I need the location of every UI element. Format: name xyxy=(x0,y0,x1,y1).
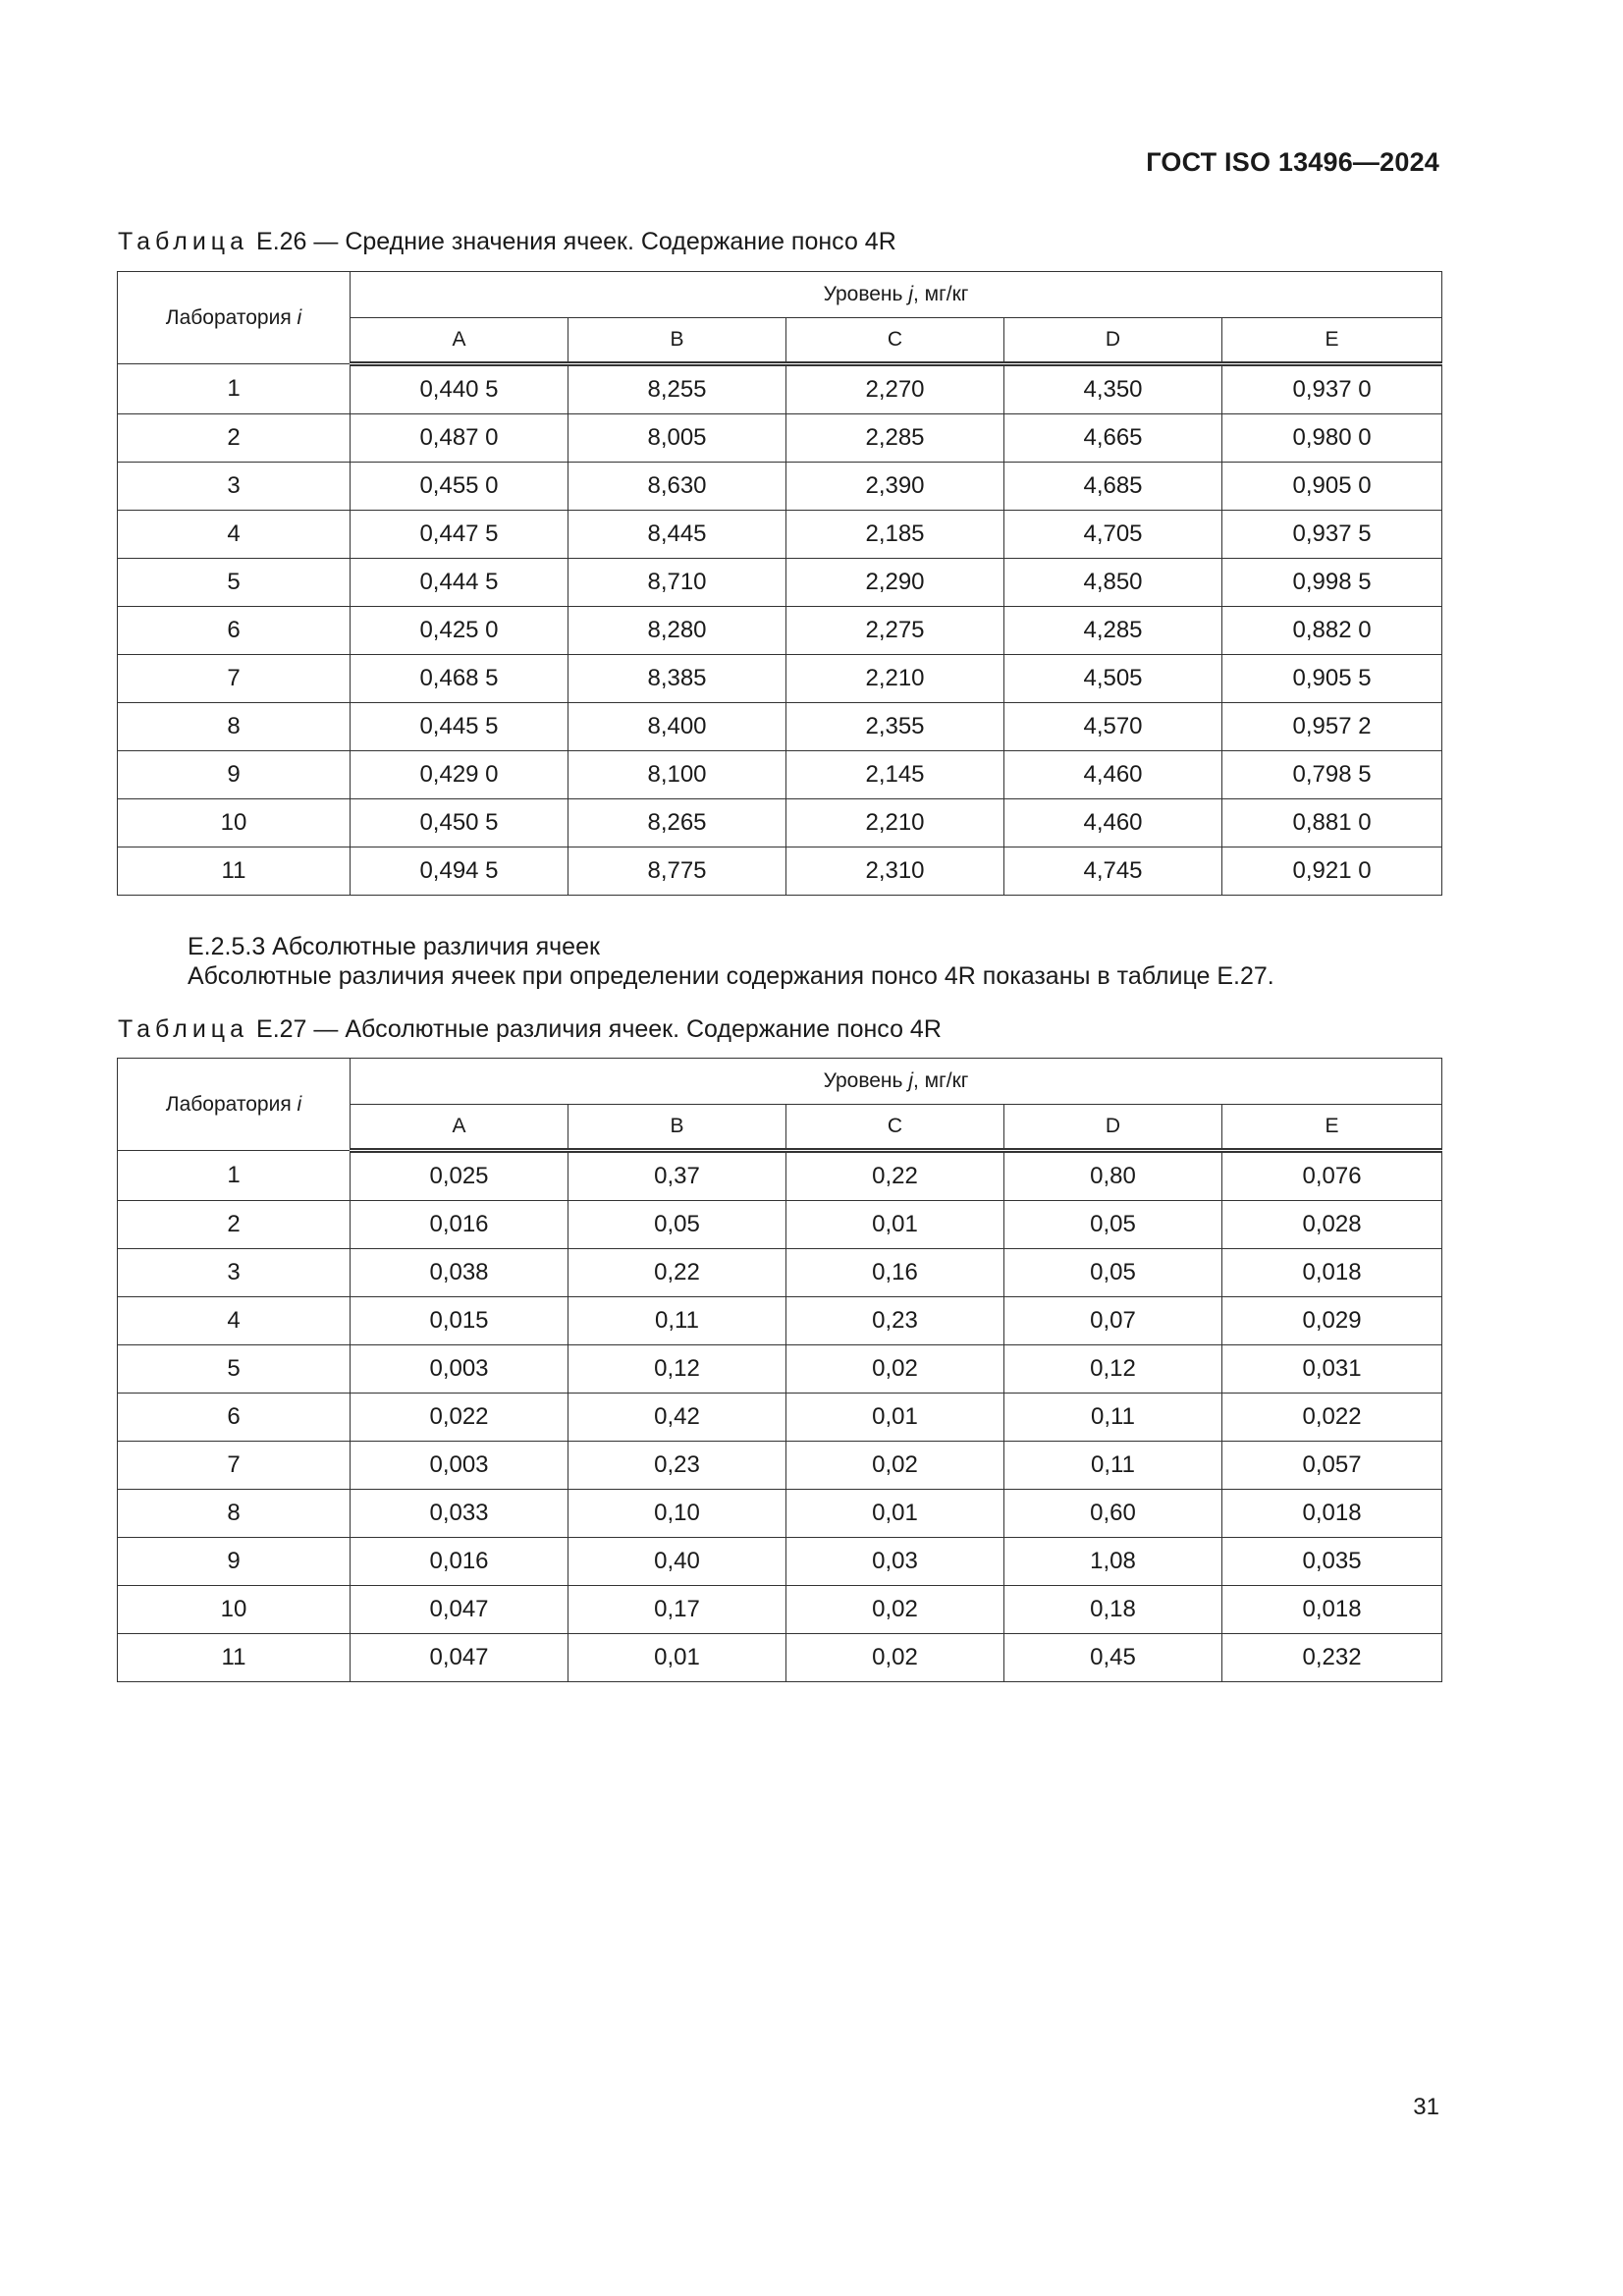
column-header: A xyxy=(351,318,568,364)
value-cell: 0,425 0 xyxy=(351,607,568,655)
lab-number-cell: 3 xyxy=(118,1249,351,1297)
lab-header: Лаборатория i xyxy=(118,1059,351,1151)
value-cell: 0,018 xyxy=(1222,1249,1442,1297)
value-cell: 0,025 xyxy=(351,1151,568,1201)
value-cell: 8,630 xyxy=(568,463,786,511)
value-cell: 8,255 xyxy=(568,364,786,414)
value-cell: 0,038 xyxy=(351,1249,568,1297)
value-cell: 0,035 xyxy=(1222,1538,1442,1586)
level-header: Уровень j, мг/кг xyxy=(351,272,1442,318)
value-cell: 0,02 xyxy=(786,1586,1004,1634)
value-cell: 4,850 xyxy=(1004,559,1222,607)
lab-number-cell: 10 xyxy=(118,1586,351,1634)
value-cell: 0,047 xyxy=(351,1634,568,1682)
lab-number-cell: 9 xyxy=(118,1538,351,1586)
value-cell: 4,505 xyxy=(1004,655,1222,703)
value-cell: 2,390 xyxy=(786,463,1004,511)
page-number: 31 xyxy=(1413,2094,1439,2120)
value-cell: 0,17 xyxy=(568,1586,786,1634)
value-cell: 0,447 5 xyxy=(351,511,568,559)
value-cell: 0,22 xyxy=(568,1249,786,1297)
value-cell: 0,047 xyxy=(351,1586,568,1634)
value-cell: 0,937 5 xyxy=(1222,511,1442,559)
value-cell: 0,057 xyxy=(1222,1442,1442,1490)
value-cell: 0,45 xyxy=(1004,1634,1222,1682)
value-cell: 0,937 0 xyxy=(1222,364,1442,414)
value-cell: 0,440 5 xyxy=(351,364,568,414)
lab-number-cell: 4 xyxy=(118,1297,351,1345)
table-row xyxy=(118,703,1442,751)
value-cell: 1,08 xyxy=(1004,1538,1222,1586)
value-cell: 2,145 xyxy=(786,751,1004,799)
value-cell: 0,11 xyxy=(1004,1394,1222,1442)
value-cell: 0,232 xyxy=(1222,1634,1442,1682)
table-row xyxy=(118,1586,1442,1634)
value-cell: 0,921 0 xyxy=(1222,847,1442,896)
lab-header: Лаборатория i xyxy=(118,272,351,364)
value-cell: 0,905 0 xyxy=(1222,463,1442,511)
value-cell: 0,03 xyxy=(786,1538,1004,1586)
column-header: E xyxy=(1222,318,1442,364)
value-cell: 0,882 0 xyxy=(1222,607,1442,655)
value-cell: 0,016 xyxy=(351,1538,568,1586)
table-row xyxy=(118,1634,1442,1682)
table-row xyxy=(118,1201,1442,1249)
value-cell: 0,028 xyxy=(1222,1201,1442,1249)
value-cell: 0,018 xyxy=(1222,1586,1442,1634)
value-cell: 4,460 xyxy=(1004,751,1222,799)
section-text: Абсолютные различия ячеек при определении содержания понсо 4R показаны в таблице Е.27. xyxy=(188,962,1274,990)
value-cell: 0,444 5 xyxy=(351,559,568,607)
value-cell: 0,10 xyxy=(568,1490,786,1538)
lab-number-cell: 3 xyxy=(118,463,351,511)
value-cell: 8,100 xyxy=(568,751,786,799)
column-header: D xyxy=(1004,318,1222,364)
value-cell: 4,745 xyxy=(1004,847,1222,896)
value-cell: 0,957 2 xyxy=(1222,703,1442,751)
value-cell: 0,40 xyxy=(568,1538,786,1586)
value-cell: 8,710 xyxy=(568,559,786,607)
value-cell: 2,310 xyxy=(786,847,1004,896)
lab-number-cell: 1 xyxy=(118,1151,351,1201)
value-cell: 8,265 xyxy=(568,799,786,847)
value-cell: 0,02 xyxy=(786,1442,1004,1490)
table-e27-caption xyxy=(118,1015,942,1044)
table-row xyxy=(118,511,1442,559)
lab-number-cell: 7 xyxy=(118,1442,351,1490)
value-cell: 0,468 5 xyxy=(351,655,568,703)
value-cell: 0,029 xyxy=(1222,1297,1442,1345)
level-header: Уровень j, мг/кг xyxy=(351,1059,1442,1105)
lab-number-cell: 8 xyxy=(118,703,351,751)
value-cell: 0,11 xyxy=(1004,1442,1222,1490)
value-cell: 0,01 xyxy=(786,1201,1004,1249)
value-cell: 0,12 xyxy=(568,1345,786,1394)
value-cell: 0,487 0 xyxy=(351,414,568,463)
column-header: B xyxy=(568,318,786,364)
lab-number-cell: 4 xyxy=(118,511,351,559)
column-header: C xyxy=(786,1105,1004,1151)
table-row xyxy=(118,463,1442,511)
table-row xyxy=(118,1345,1442,1394)
value-cell: 0,980 0 xyxy=(1222,414,1442,463)
value-cell: 0,23 xyxy=(568,1442,786,1490)
table-row xyxy=(118,414,1442,463)
value-cell: 0,022 xyxy=(351,1394,568,1442)
value-cell: 0,23 xyxy=(786,1297,1004,1345)
value-cell: 0,80 xyxy=(1004,1151,1222,1201)
column-header: A xyxy=(351,1105,568,1151)
value-cell: 0,076 xyxy=(1222,1151,1442,1201)
value-cell: 8,385 xyxy=(568,655,786,703)
table-row xyxy=(118,655,1442,703)
value-cell: 2,185 xyxy=(786,511,1004,559)
value-cell: 0,798 5 xyxy=(1222,751,1442,799)
lab-number-cell: 6 xyxy=(118,1394,351,1442)
table-row xyxy=(118,1394,1442,1442)
value-cell: 4,705 xyxy=(1004,511,1222,559)
value-cell: 2,210 xyxy=(786,655,1004,703)
value-cell: 0,015 xyxy=(351,1297,568,1345)
value-cell: 2,290 xyxy=(786,559,1004,607)
value-cell: 0,998 5 xyxy=(1222,559,1442,607)
value-cell: 0,22 xyxy=(786,1151,1004,1201)
lab-number-cell: 10 xyxy=(118,799,351,847)
value-cell: 0,02 xyxy=(786,1345,1004,1394)
value-cell: 0,450 5 xyxy=(351,799,568,847)
lab-number-cell: 11 xyxy=(118,1634,351,1682)
value-cell: 4,665 xyxy=(1004,414,1222,463)
table-row xyxy=(118,1442,1442,1490)
table-row xyxy=(118,751,1442,799)
value-cell: 0,033 xyxy=(351,1490,568,1538)
value-cell: 0,07 xyxy=(1004,1297,1222,1345)
value-cell: 0,018 xyxy=(1222,1490,1442,1538)
value-cell: 0,01 xyxy=(568,1634,786,1682)
value-cell: 0,905 5 xyxy=(1222,655,1442,703)
value-cell: 0,022 xyxy=(1222,1394,1442,1442)
standard-code: ГОСТ ISO 13496—2024 xyxy=(1146,147,1439,177)
value-cell: 0,003 xyxy=(351,1442,568,1490)
caption-text: Е.27 — Абсолютные различия ячеек. Содержание понсо 4R xyxy=(256,1015,942,1043)
value-cell: 0,02 xyxy=(786,1634,1004,1682)
column-header: D xyxy=(1004,1105,1222,1151)
value-cell: 0,016 xyxy=(351,1201,568,1249)
value-cell: 2,270 xyxy=(786,364,1004,414)
value-cell: 0,16 xyxy=(786,1249,1004,1297)
value-cell: 0,60 xyxy=(1004,1490,1222,1538)
lab-number-cell: 11 xyxy=(118,847,351,896)
value-cell: 0,42 xyxy=(568,1394,786,1442)
table-row xyxy=(118,1151,1442,1201)
lab-number-cell: 1 xyxy=(118,364,351,414)
caption-word: Таблица xyxy=(118,228,249,255)
value-cell: 0,429 0 xyxy=(351,751,568,799)
table-e27 xyxy=(117,1058,1442,1682)
value-cell: 8,280 xyxy=(568,607,786,655)
value-cell: 0,12 xyxy=(1004,1345,1222,1394)
lab-number-cell: 8 xyxy=(118,1490,351,1538)
value-cell: 4,460 xyxy=(1004,799,1222,847)
value-cell: 4,685 xyxy=(1004,463,1222,511)
column-header: B xyxy=(568,1105,786,1151)
table-row xyxy=(118,364,1442,414)
table-row xyxy=(118,559,1442,607)
lab-number-cell: 5 xyxy=(118,559,351,607)
value-cell: 0,01 xyxy=(786,1490,1004,1538)
lab-number-cell: 9 xyxy=(118,751,351,799)
lab-number-cell: 5 xyxy=(118,1345,351,1394)
value-cell: 2,210 xyxy=(786,799,1004,847)
value-cell: 0,031 xyxy=(1222,1345,1442,1394)
value-cell: 0,455 0 xyxy=(351,463,568,511)
value-cell: 0,01 xyxy=(786,1394,1004,1442)
column-header: C xyxy=(786,318,1004,364)
value-cell: 0,881 0 xyxy=(1222,799,1442,847)
value-cell: 4,285 xyxy=(1004,607,1222,655)
caption-text: Е.26 — Средние значения ячеек. Содержание понсо 4R xyxy=(256,228,896,255)
value-cell: 8,445 xyxy=(568,511,786,559)
section-heading: Е.2.5.3 Абсолютные различия ячеек xyxy=(188,933,600,960)
value-cell: 4,570 xyxy=(1004,703,1222,751)
value-cell: 0,003 xyxy=(351,1345,568,1394)
table-row xyxy=(118,607,1442,655)
table-row xyxy=(118,1249,1442,1297)
value-cell: 8,775 xyxy=(568,847,786,896)
caption-word: Таблица xyxy=(118,1015,249,1043)
value-cell: 8,005 xyxy=(568,414,786,463)
lab-number-cell: 6 xyxy=(118,607,351,655)
value-cell: 2,275 xyxy=(786,607,1004,655)
table-row xyxy=(118,847,1442,896)
value-cell: 2,355 xyxy=(786,703,1004,751)
table-row xyxy=(118,1297,1442,1345)
value-cell: 0,37 xyxy=(568,1151,786,1201)
value-cell: 0,11 xyxy=(568,1297,786,1345)
table-row xyxy=(118,799,1442,847)
lab-number-cell: 2 xyxy=(118,1201,351,1249)
lab-number-cell: 7 xyxy=(118,655,351,703)
table-row xyxy=(118,1538,1442,1586)
value-cell: 8,400 xyxy=(568,703,786,751)
table-e26-caption xyxy=(118,228,896,256)
table-row xyxy=(118,1490,1442,1538)
value-cell: 2,285 xyxy=(786,414,1004,463)
table-e26 xyxy=(117,271,1442,896)
value-cell: 0,445 5 xyxy=(351,703,568,751)
value-cell: 0,05 xyxy=(1004,1201,1222,1249)
value-cell: 4,350 xyxy=(1004,364,1222,414)
lab-number-cell: 2 xyxy=(118,414,351,463)
value-cell: 0,05 xyxy=(1004,1249,1222,1297)
column-header: E xyxy=(1222,1105,1442,1151)
value-cell: 0,494 5 xyxy=(351,847,568,896)
value-cell: 0,18 xyxy=(1004,1586,1222,1634)
value-cell: 0,05 xyxy=(568,1201,786,1249)
